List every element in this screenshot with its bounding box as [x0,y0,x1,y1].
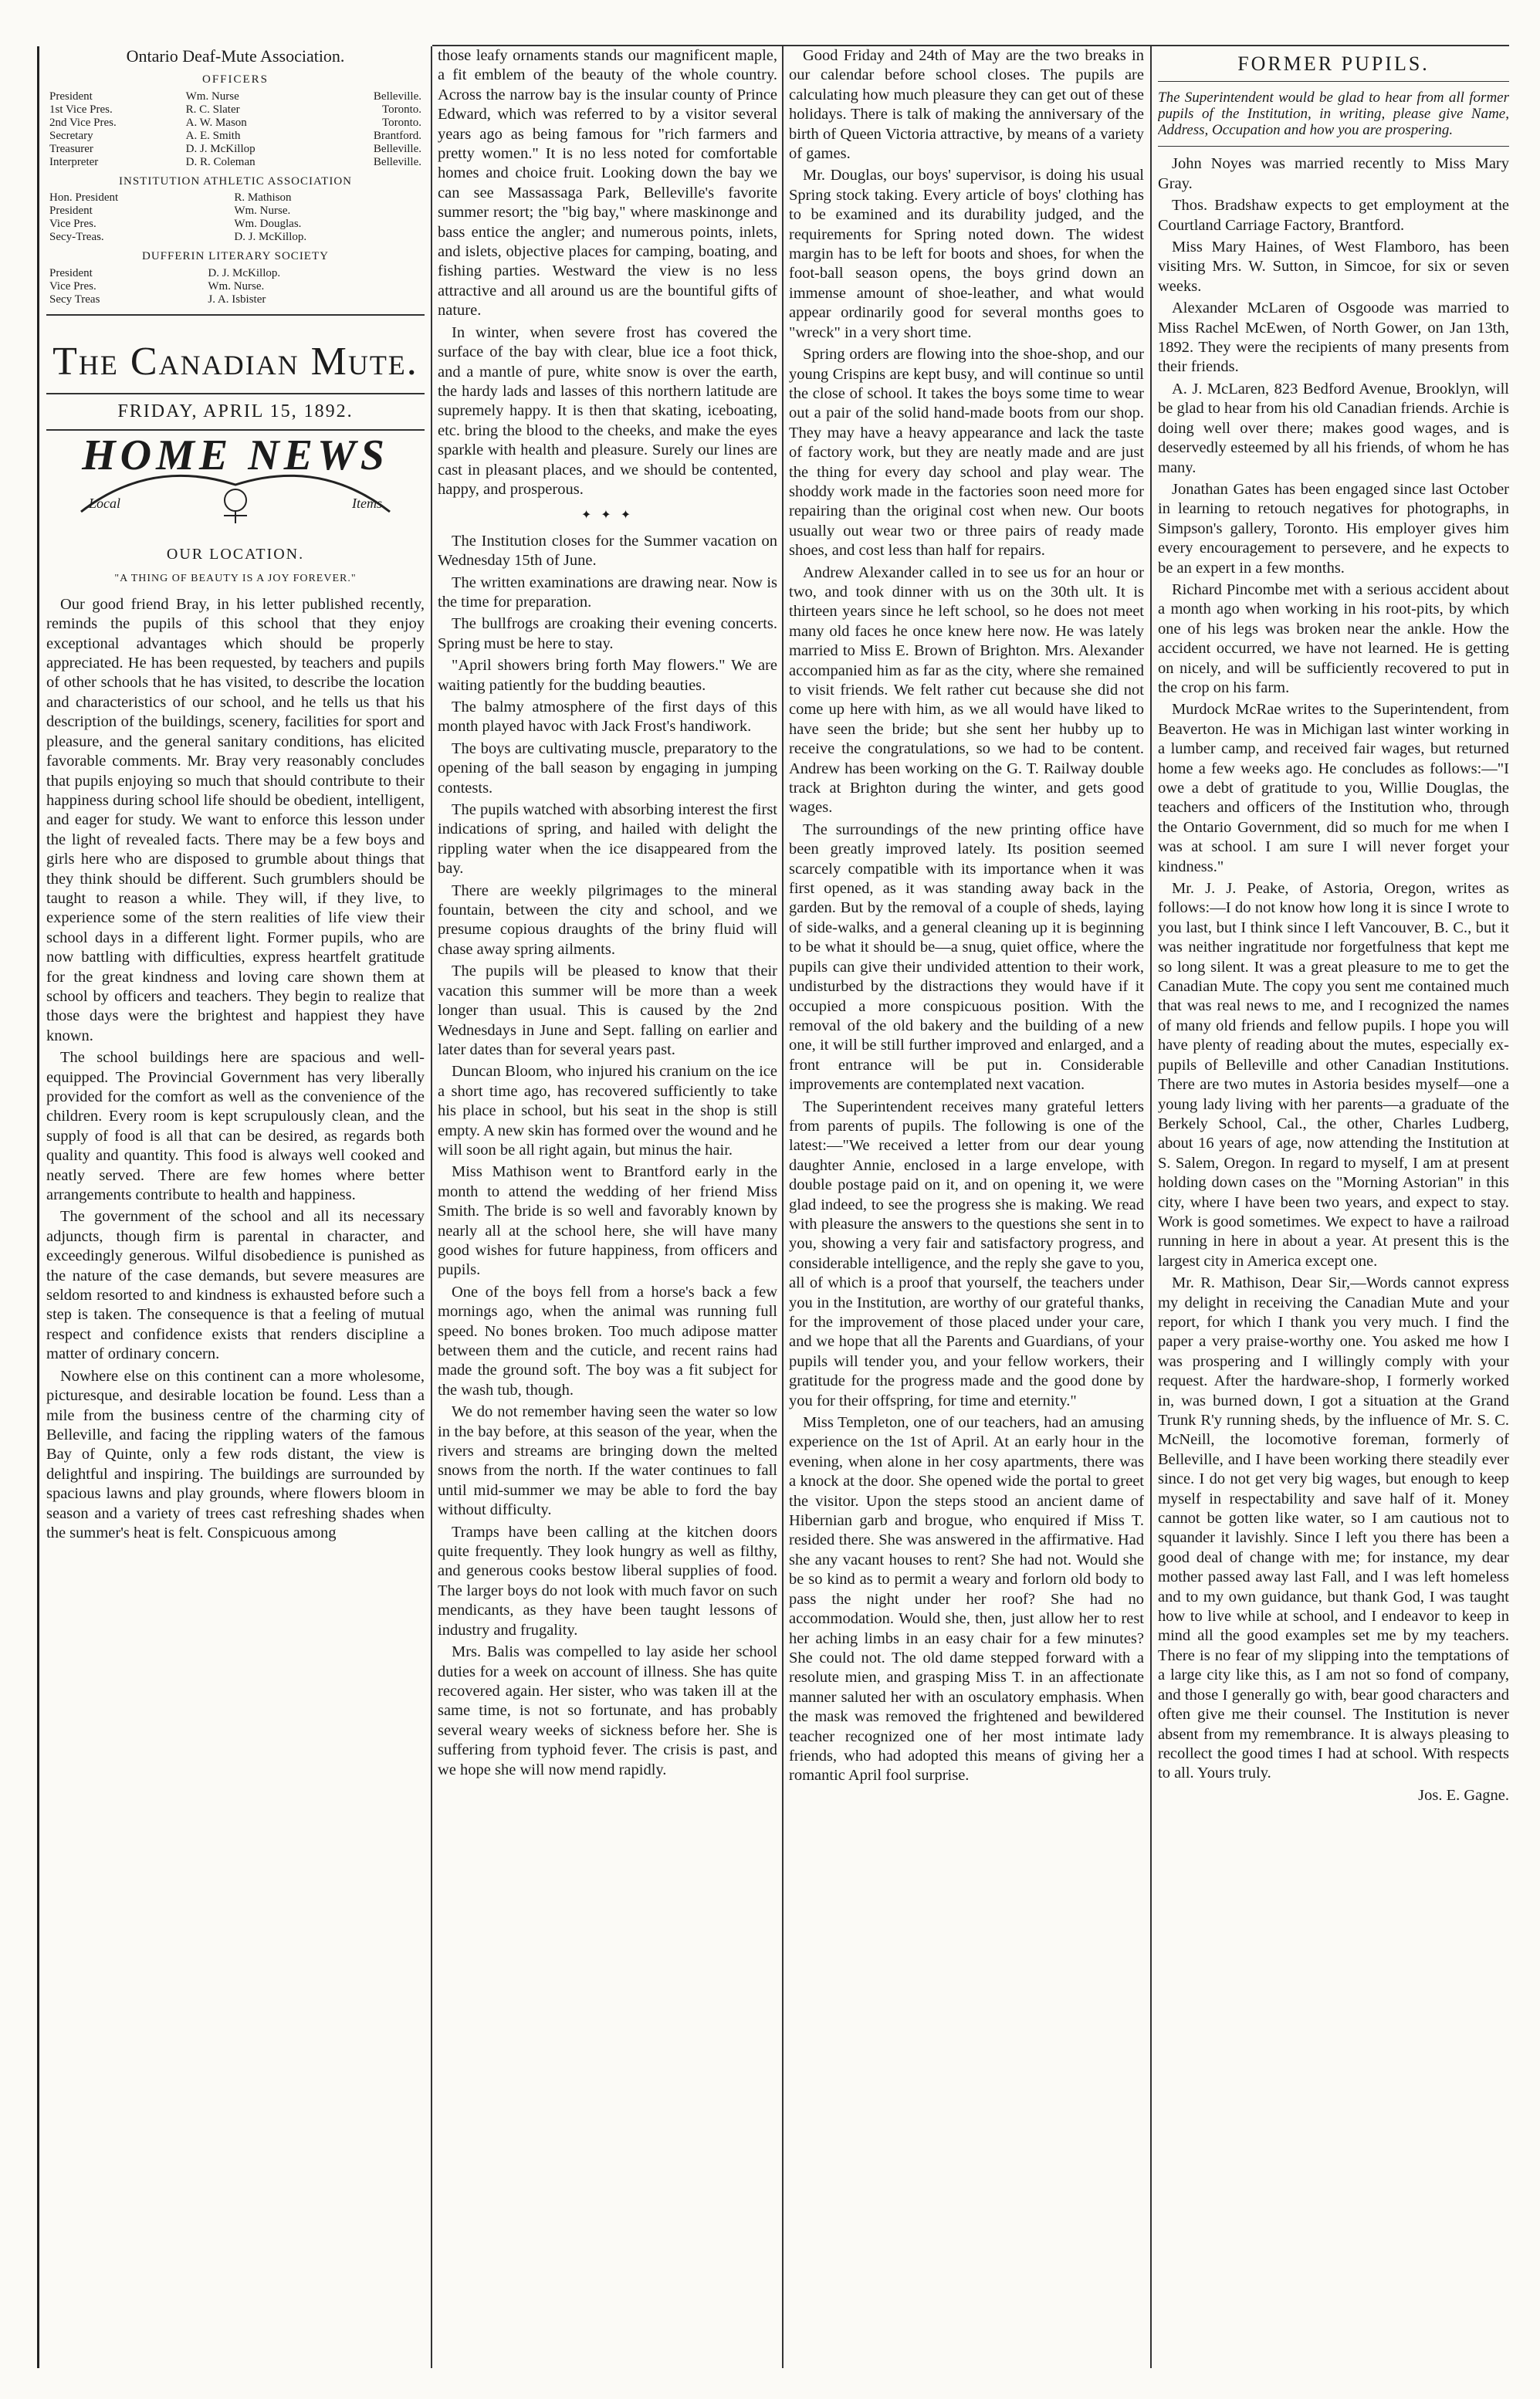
column-2 [438,46,777,2376]
news-item: The written examinations are drawing near. Now is the time for preparation. [438,574,777,611]
officer-cell: D. R. Coleman [185,155,256,168]
officer-row [46,130,425,143]
banner-left-label: Local [89,496,121,512]
athletic-officer-row [46,205,425,218]
column-4 [1158,46,1509,2376]
news-item: Miss Mary Haines, of West Flamboro, has been visiting Mrs. W. Sutton, in Simcoe, for six or seven weeks. [1158,239,1509,295]
athletic-table [46,191,425,244]
news-item: We do not remember having seen the water so low in the bay before, at this season of the year, when the rivers and streams are bringing down the melted snows from the north. If the water continues to fall until mid-summer we may be able to ford the bay without difficulty. [438,1403,777,1519]
dufferin-table [46,267,425,306]
article-paragraph: In winter, when severe frost has covered the surface of the bay with clear, blue ice a foot thick, and a mantle of pure, white snow is over the earth, the hardy lads and lasses of this northern latitude are supremely happy. It is then that skating, iceboating, etc. bring the blood to the cheeks, and make the eyes sparkle with health and pleasure. Surely our lines are cast in pleasant places, and we should be contented, happy, and prosperous. [438,323,777,498]
column-rule-3 [1150,46,1152,2368]
article-paragraph: The government of the school and all its necessary adjuncts, though firm is parental in character, and exceedingly generous. Wilful disobedience is punished as the nature of the case demands, but severe measures are seldom resorted to and kindness is exhausted before such a step is taken. The consequence is that a feeling of mutual respect and confidence exists that renders discipline a matter of ordinary concern. [46,1208,425,1363]
officer-row [46,117,425,130]
officer-row [46,156,425,169]
officer-cell: Secretary [49,129,93,142]
officer-cell: R. C. Slater [185,103,240,116]
dateline: FRIDAY, APRIL 15, 1892. [117,401,354,421]
news-item: Mr. J. J. Peake, of Astoria, Oregon, writes as follows:—I do not know how long it is since I wrote to you last, but I think since I left Vancouver, B. C., but it was neither ingratitude nor forgetfulness that kept me so long silent. It was a great pleasure to me to get the Canadian Mute. The copy you sent me contained much that was real news to me, and I recognized the names of many old friends and fellow pupils. I hope you will have plenty of reading about the mutes, especially ex-pupils of Belleville and other Canadian Institutions. There are two mutes in Astoria besides myself—one a young lady living with her parents—a graduate of the Berkely School, Cal., the other, Charles Ludberg, about 16 years of age, now attending the Institution at S. Salem, Oregon. In regard to myself, I am at present holding down cases on the "Morning Astorian" in this city, where I have been two years, and expect to stay. Work is good sometimes. We expect to have a railroad running in here in about a year. At present this is the largest city in America except one. [1158,880,1509,1270]
athletic-officer-row [46,231,425,244]
letter-signature: Jos. E. Gagne. [1418,1786,1509,1804]
association-title: Ontario Deaf-Mute Association. [126,46,345,66]
athletic-officer-row [46,218,425,231]
news-item: There are weekly pilgrimages to the mineral fountain, between the city and school, and we presume copious draughts of the briny fluid will chase away spring ailments. [438,881,777,958]
divider [46,393,425,394]
dufferin-officer-row [46,267,425,280]
officer-cell: Wm. Nurse [185,90,239,103]
news-item: John Noyes was married recently to Miss Mary Gray. [1158,155,1509,192]
news-item: Spring orders are flowing into the shoe-shop, and our young Crispins are kept busy, and will continue so until the close of school. It takes the boys some time to wear out a pair of the solid hand-made boots from our shop. They may have a heavy appearance and lack the taste of factory work, but they are neatly made and are just the thing for every day school and play wear. The shoddy work made in the factories soon need more for repairing than the original cost when new. Our boots usually out wear two or three pairs of ready made shoes, and cost less than half for repairs. [789,346,1144,560]
home-news-banner [66,431,405,531]
athletic-officer-cell: President [49,205,93,218]
news-item: The pupils will be pleased to know that their vacation this summer will be more than a week longer than usual. This is caused by the 2nd Wednesdays in June and Sept. falling on earlier and later dates than for several years past. [438,963,777,1058]
divider [46,429,425,431]
athletic-officer-cell: D. J. McKillop. [234,231,307,244]
news-item: Mr. R. Mathison, Dear Sir,—Words cannot express my delight in receiving the Canadian Mute and your report, for which I thank you very much. I find the paper a very praise-worthy one. You asked me how I was prospering and I willingly comply with your request. After the hardware-shop, I formerly worked in, was burned down, I got a situation at the Grand Trunk R'y running sheds, by the influence of Mr. S. C. McNeill, the locomotive foreman, formerly of Belleville, and I have been working there steadily ever since. I do not get very big wages, but enough to keep myself in respectability and save half of it. Money cannot be gotten like water, so I am cautious not to squander it lavishly. Since I left you there has been a good deal of change with me; for instance, my dear mother passed away last Fall, and I was left homeless and to my own guidance, but thank God, I was taught how to live while at school, and I endeavor to keep in mind all the good examples set me by my teachers. There is no fear of my slipping into the temptations of a large city like this, as I am not so fond of company, and those I generally go with, bear good characters and often give me their counsel. The Institution is never absent from my remembrance. It is always pleasing to recollect the good times I had at school. With respects to all. Yours truly. [1158,1274,1509,1782]
athletic-officer-row [46,191,425,205]
column-1 [46,46,425,2376]
news-item: A. J. McLaren, 823 Bedford Avenue, Brooklyn, will be glad to hear from his old Canadian friends. Archie is doing well over there; makes good wages, and is deservedly esteemed by all his friends, of whom he has many. [1158,380,1509,476]
news-item: The Institution closes for the Summer vacation on Wednesday 15th of June. [438,532,777,570]
divider [1158,81,1509,82]
officer-cell: 1st Vice Pres. [49,103,113,116]
column-rule-2 [782,46,784,2368]
banner-right-label: Items [352,496,382,512]
news-item: Miss Mathison went to Brantford early in the month to attend the wedding of her friend Miss Smith. The bride is so well and favorably known by nearly all at the school here, she will have many good wishes for future happiness, from officers and pupils. [438,1163,777,1279]
news-item: The pupils watched with absorbing interest the first indications of spring, and hailed with delight the rippling water when the ice disappeared from the bay. [438,801,777,878]
officers-heading: OFFICERS [201,73,269,86]
masthead-title: The Canadian Mute. [52,339,418,384]
news-item: Murdock McRae writes to the Superintendent, from Beaverton. He was in Michigan last winter working in a lumber camp, and received fair wages, but returned home a few weeks ago. He concludes as follows:—"I owe a debt of gratitude to you, Willie Douglas, the teachers and officers of the Institution who, through the Ontario Government, did so much for me when I was at school. I am sure I will never forget your kindness." [1158,701,1509,875]
officer-cell: Interpreter [49,155,99,168]
dufferin-officer-cell: D. J. McKillop. [208,266,281,279]
athletic-officer-cell: Wm. Douglas. [234,218,302,231]
athletic-officer-cell: R. Mathison [234,191,292,205]
editor-note: The Superintendent would be glad to hear from all former pupils of the Institution, in writing, please give Name, Address, Occupation and how you are prospering. [1158,90,1509,139]
news-item: The boys are cultivating muscle, preparatory to the opening of the ball season by engaging in jumping contests. [438,739,777,797]
section-quote: "A THING OF BEAUTY IS A JOY FOREVER." [114,573,357,585]
news-item: "April showers bring forth May flowers." We are waiting patiently for the budding beauties. [438,657,777,694]
column-rule-1 [431,46,432,2368]
officer-cell: 2nd Vice Pres. [49,116,117,129]
dufferin-society-title: DUFFERIN LITERARY SOCIETY [142,250,329,263]
officer-cell: A. E. Smith [185,129,241,142]
officer-cell: Toronto. [381,103,421,116]
news-item: The surroundings of the new printing office have been greatly improved lately. Its position seemed scarcely compatible with its importance when it was first opened, as it was standing away back in the garden. But by the removal of a couple of sheds, laying of side-walks, and a general cleaning up it is beginning to be what it should be—a snug, quiet office, where the pupils can give their undivided attention to their work, undisturbed by the distractions they would have if it occupied a more conspicuous position. With the removal of the old bakery and the building of a new one, it will be still further improved and enlarged, and a front entrance will be put in. Considerable improvements are contemplated next vacation. [789,821,1144,1094]
news-item: Mr. Douglas, our boys' supervisor, is doing his usual Spring stock taking. Every article of boys' clothing has to be examined and its durability judged, and the requirements for Spring noted down. The widest margin has to be left for boots and shoes, for when the foot-ball season opens, the boys grind down an immense amount of shoe-leather, and what would appear ordinarily good for several months goes to "wreck" in a very short time. [789,167,1144,341]
news-item: Thos. Bradshaw expects to get employment at the Courtland Carriage Factory, Brantford. [1158,197,1509,234]
news-item: Mrs. Balis was compelled to lay aside her school duties for a week on account of illness. She has quite recovered again. Her sister, who was taken ill at the same time, is not so fortunate, and has probably several weary weeks of sickness before her. She is suffering from typhoid fever. The crisis is past, and we hope she will now mend rapidly. [438,1643,777,1778]
news-item: The bullfrogs are croaking their evening concerts. Spring must be here to stay. [438,615,777,652]
athletic-officer-cell: Secy-Treas. [49,231,104,244]
news-item: Richard Pincombe met with a serious accident about a month ago when working in his root-pits, by which one of his legs was broken near the ankle. How the accident occurred, we have not learned. He is getting on nicely, and will be sufficiently recovered to put in the crop on his farm. [1158,580,1509,696]
left-border-rule [37,46,39,2368]
officer-row [46,90,425,103]
athletic-officer-cell: Vice Pres. [49,218,96,231]
news-item: Tramps have been calling at the kitchen doors quite frequently. They look hungry as well as filthy, and generous cooks bestow liberal supplies of food. The larger boys do not look with much favor on such mendicants, as they have been taught lessons of industry and frugality. [438,1523,777,1639]
divider [1158,146,1509,147]
article-paragraph: Our good friend Bray, in his letter published recently, reminds the pupils of this school that they enjoy exceptional advantages which should be properly appreciated. He has been requested, by teachers and pupils of other schools that he has visited, to describe the location and characteristics of our school, and he tells us that his description of the buildings, scenery, facilities for sport and pleasure, and the general sanitary conditions, has elicited favorable comments. Mr. Bray very reasonably concludes that pupils enjoying so much that should contribute to their happiness during school life should be obedient, intelligent, and eager for study. We want to enforce this lesson under the light of revealed facts. There may be a few boys and girls here who are disposed to grumble about things that they think should be different. Such grumblers should be taught to reason a while. They will, if they live, to experience some of the stern realities of life view their school days in a different light. Former pupils, who are now battling with difficulties, express heartfelt gratitude for the great kindness and loving care shown them at school by officers and teachers. They begin to realize that those days were the brightest and happiest they have known. [46,595,425,1044]
news-item: The Superintendent receives many grateful letters from parents of pupils. The following is one of the latest:—"We received a letter from our dear young daughter Annie, enclosed in a large envelope, with double postage paid on it, and on opening it, we were glad indeed, to see the progress she is making. We read with pleasure the answers to the questions she sent in to you, showing a very fair and satisfactory progress, and considerable intelligence, and the reply she gave to you, all of which is a proof that yourself, the teachers under you in the Institution, are worthy of our grateful thanks, for the improvement of those placed under your care, and we hope that all the Parents and Guardians, of your pupils will tender you, and your fellow workers, their gratitude for the progress made and the good done by you for their offspring, for time and eternity." [789,1098,1144,1409]
divider [46,314,425,316]
dufferin-officer-cell: Vice Pres. [49,279,96,293]
news-item: Jonathan Gates has been engaged since last October in learning to retouch negatives for photographs, in Simpson's gallery, Toronto. His employer gives him every encouragement to persevere, and he expects to be an expert in a few months. [1158,480,1509,577]
article-paragraph: those leafy ornaments stands our magnificent maple, a fit emblem of the beauty of the whole country. Across the narrow bay is the insular county of Prince Edward, which was referred to by a visitor several years ago as being famous for "rich farmers and pretty women." It is no less noted for comfortable homes and choice fruit. Looking down the bay we can see Massassaga Park, Belleville's favorite summer resort; the "big bay," where maskinonge and bass entice the angler; and numerous points, inlets, and islets, objective places for camping, boating, and fishing parties. Westward the view is no less attractive and all around us are the bountiful gifts of nature. [438,47,777,320]
article-paragraph: The school buildings here are spacious and well-equipped. The Provincial Government has very liberally provided for the comfort as well as the convenience of the children. Every room is kept scrupulously clean, and the supply of food is all that can be desired, as regards both quality and quantity. This food is always well cooked and neatly served. There are few homes where better arrangements contribute to health and happiness. [46,1049,425,1204]
officer-cell: President [49,90,93,103]
officers-table [46,90,425,169]
news-item: Alexander McLaren of Osgoode was married to Miss Rachel McEwen, of North Gower, on Jan 13th, 1892. They were the recipients of many presents from their friends. [1158,299,1509,376]
athletic-officer-cell: Hon. President [49,191,119,205]
officer-cell: Belleville. [373,142,421,155]
news-item: The balmy atmosphere of the first days of this month played havoc with Jack Frost's handiwork. [438,699,777,736]
dufferin-officer-cell: Secy Treas [49,293,100,306]
officer-cell: Treasurer [49,142,93,155]
officer-cell: D. J. McKillop [185,142,256,155]
dufferin-officer-cell: J. A. Isbister [208,293,266,306]
officer-cell: Toronto. [381,116,421,129]
article-paragraph: Nowhere else on this continent can a more wholesome, picturesque, and desirable location be found. Less than a mile from the business centre of the charming city of Belleville, and facing the rippling waters of the famous Bay of Quinte, only a few rods distant, the view is delightful and inspiring. The buildings are surrounded by spacious lawns and play grounds, where flowers bloom in season and a variety of trees cast refreshing shades when the summer's heat is felt. Conspicuous among [46,1367,425,1541]
officer-cell: Belleville. [373,90,421,103]
news-item: One of the boys fell from a horse's back a few mornings ago, when the animal was running full speed. No bones broken. Too much adipose matter between them and the cuticle, and recent rains had made the ground soft. The boy was a fit subject for the wash tub, though. [438,1283,777,1399]
officer-cell: Brantford. [373,129,421,142]
section-heading: OUR LOCATION. [166,546,305,563]
home-news-title: HOME NEWS [82,431,389,480]
athletic-officer-cell: Wm. Nurse. [234,205,291,218]
news-item: Andrew Alexander called in to see us for an hour or two, and took dinner with us on the 30th ult. It is thirteen years since he left school, so he does not meet many old faces he once knew here now. He was lately married to Miss E. Brown of Brighton. Mrs. Alexander accompanied him as far as the city, where she remained to visit friends. We felt rather cut because she did not come up here with him, as we all would have liked to have seen the bride; but she sent her hubby up to receive the congratulations, so we had to be content. Andrew has been working on the G. T. Railway double track at Brighton during the winter, and gets good wages. [789,563,1144,817]
column-3 [789,46,1144,2376]
dufferin-officer-row [46,280,425,293]
dufferin-officer-cell: Wm. Nurse. [208,279,265,293]
dufferin-officer-row [46,293,425,306]
news-item: Good Friday and 24th of May are the two breaks in our calendar before school closes. The pupils are calculating how much pleasure they can get out of these holidays. There is talk of making the anniversary of the birth of Queen Victoria attractive, by means of a variety of games. [789,47,1144,163]
section-heading: FORMER PUPILS. [1237,52,1430,75]
officer-cell: Belleville. [373,155,421,168]
dufferin-officer-cell: President [49,266,93,279]
news-item: Miss Templeton, one of our teachers, had an amusing experience on the 1st of April. At an early hour in the evening, when alone in her cosy apartments, there was a knock at the door. She opened wide the portal to greet the visitor. Upon the steps stood an ancient dame of Hibernian garb and brogue, who enquired if Miss T. resided there. She was answered in the affirmative. Had she any vacant houses to rent? She had not. Would she be so kind as to permit a weary and forlorn old body to pass the night under her roof? She had no accommodation. Would she, then, just allow her to rest her aching limbs in an easy chair for a few minutes? She could not. The old dame stepped forward with a resolute mien, and grasping Miss T. in an affectionate manner saluted her with an osculatory emphasis. When the mask was removed the frightened and bewildered teacher recognized one of her most intimate lady friends, who had adopted this means of giving her a romantic April fool surprise. [789,1414,1144,1785]
news-item: Duncan Bloom, who injured his cranium on the ice a short time ago, has recovered sufficiently to take his place in school, but his seat in the shop is still empty. A new skin has formed over the wound and he will soon be all right again, but minus the hair. [438,1063,777,1159]
officer-row [46,143,425,156]
officer-row [46,103,425,117]
officer-cell: A. W. Mason [185,116,247,129]
section-separator: ✦ ✦ ✦ [580,509,635,523]
athletic-association-title: INSTITUTION ATHLETIC ASSOCIATION [119,174,352,188]
